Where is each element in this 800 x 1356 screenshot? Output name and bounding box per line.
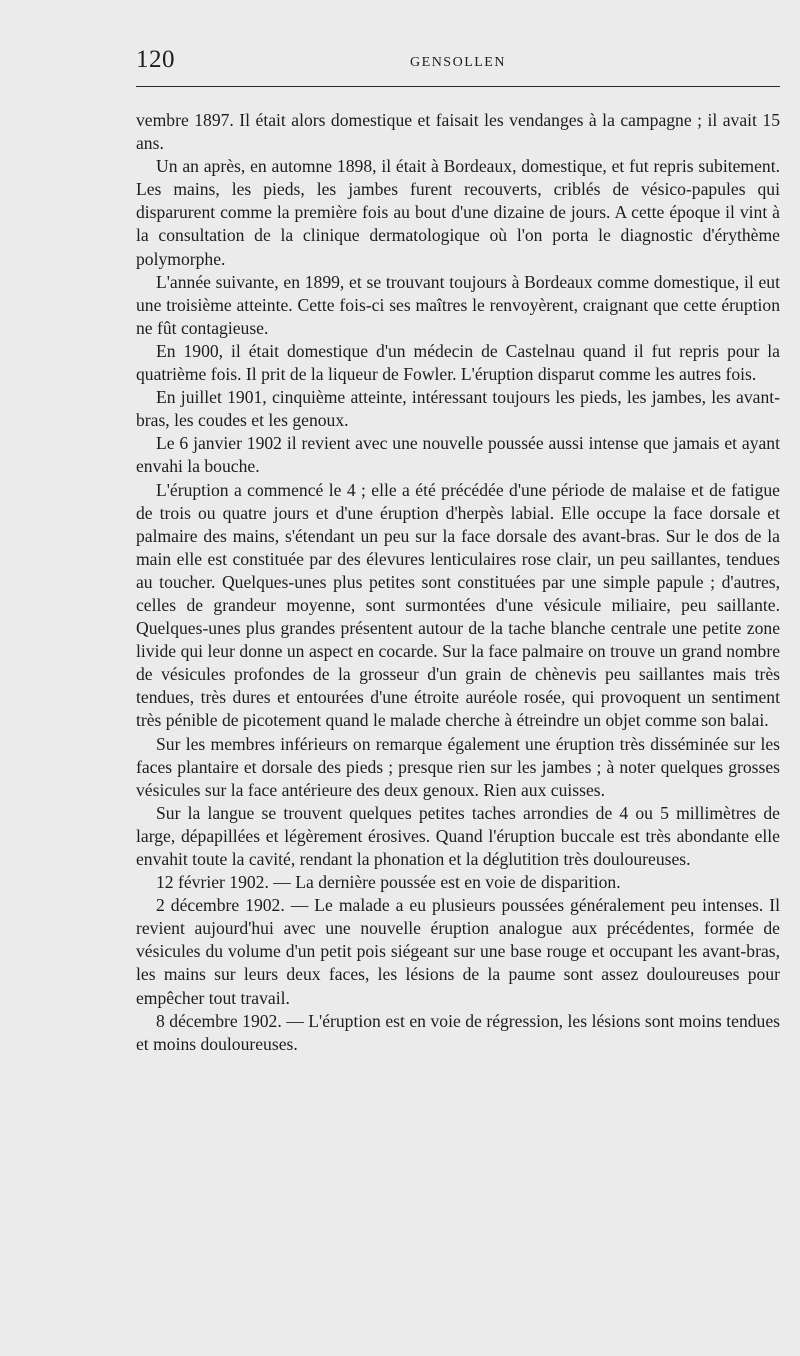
paragraph: 8 décembre 1902. — L'éruption est en voie de régression, les lésions sont moins tendues et moins douloureuses. (136, 1010, 780, 1054)
running-head: GENSOLLEN (410, 55, 506, 70)
paragraph: 12 février 1902. — La dernière poussée est en voie de disparition. (156, 872, 621, 893)
paragraph: Sur la langue se trouvent quelques petites taches arrondies de 4 ou 5 millimètres de large, dépapillées et légèrement érosives. Quand l'éruption buccale est très abondante elle envahit toute la cavité, rendant la phonation et la déglutition très douloureuses. (136, 802, 780, 869)
paragraph: 2 décembre 1902. — Le malade a eu plusieurs poussées généralement peu intenses. Il revient aujourd'hui avec une nouvelle éruption analogue aux précédentes, formée de vésicules du volume d'un petit pois siégeant sur une base rouge et occupant les avant-bras, les mains sur leurs deux faces, les lésions de la paume sont assez douloureuses pour empêcher tout travail. (136, 895, 780, 1008)
paragraph: Un an après, en automne 1898, il était à Bordeaux, domestique, et fut repris subitement. Les mains, les pieds, les jambes furent recouverts, criblés de vésico-papules qui disparurent comme la première fois au bout d'une dizaine de jours. A cette époque il vint à la consultation de la clinique dermatologique où l'on porta le diagnostic d'érythème polymorphe. (136, 156, 780, 269)
paragraph: L'éruption a commencé le 4 ; elle a été précédée d'une période de malaise et de fatigue de trois ou quatre jours et d'une éruption d'herpès labial. Elle occupe la face dorsale et palmaire des mains, s'étendant un peu sur la face dorsale des avant-bras. Sur le dos de la main elle est constituée par des élevures lenticulaires rose clair, un peu saillantes, tendues au toucher. Quelques-unes plus petites sont constituées par une simple papule ; d'autres, celles de grandeur moyenne, sont surmontées d'une vésicule miliaire, peu saillante. Quelques-unes plus grandes présentent autour de la tache blanche centrale une petite zone livide qui leur donne un aspect en cocarde. Sur la face palmaire on trouve un grand nombre de vésicules profondes de la grosseur d'un grain de chènevis peu saillantes mais très tendues, très dures et entourées d'une étroite auréole rosée, qui provoquent un sentiment très pénible de picotement quand le malade cherche à étreindre un objet comme son balai. (136, 479, 780, 731)
paragraph: En juillet 1901, cinquième atteinte, intéressant toujours les pieds, les jambes, les avant-bras, les coudes et les genoux. (136, 387, 780, 431)
paragraph-continued: vembre 1897. Il était alors domestique et faisait les vendanges à la campagne ; il avait 15 ans. (136, 110, 780, 154)
paragraph: Le 6 janvier 1902 il revient avec une nouvelle poussée aussi intense que jamais et ayant envahi la bouche. (136, 433, 780, 477)
paragraph: L'année suivante, en 1899, et se trouvant toujours à Bordeaux comme domestique, il eut une troisième atteinte. Cette fois-ci ses maîtres le renvoyèrent, craignant que cette éruption ne fût contagieuse. (136, 271, 780, 338)
page-body (136, 109, 780, 1056)
page-number: 120 (136, 46, 175, 73)
paragraph: Sur les membres inférieurs on remarque également une éruption très disséminée sur les faces plantaire et dorsale des pieds ; presque rien sur les jambes ; à noter quelques grosses vésicules sur la face antérieure des deux genoux. Rien aux cuisses. (136, 733, 780, 800)
page-header (136, 46, 780, 87)
paragraph: En 1900, il était domestique d'un médecin de Castelnau quand il fut repris pour la quatrième fois. Il prit de la liqueur de Fowler. L'éruption disparut comme les autres fois. (136, 340, 780, 385)
